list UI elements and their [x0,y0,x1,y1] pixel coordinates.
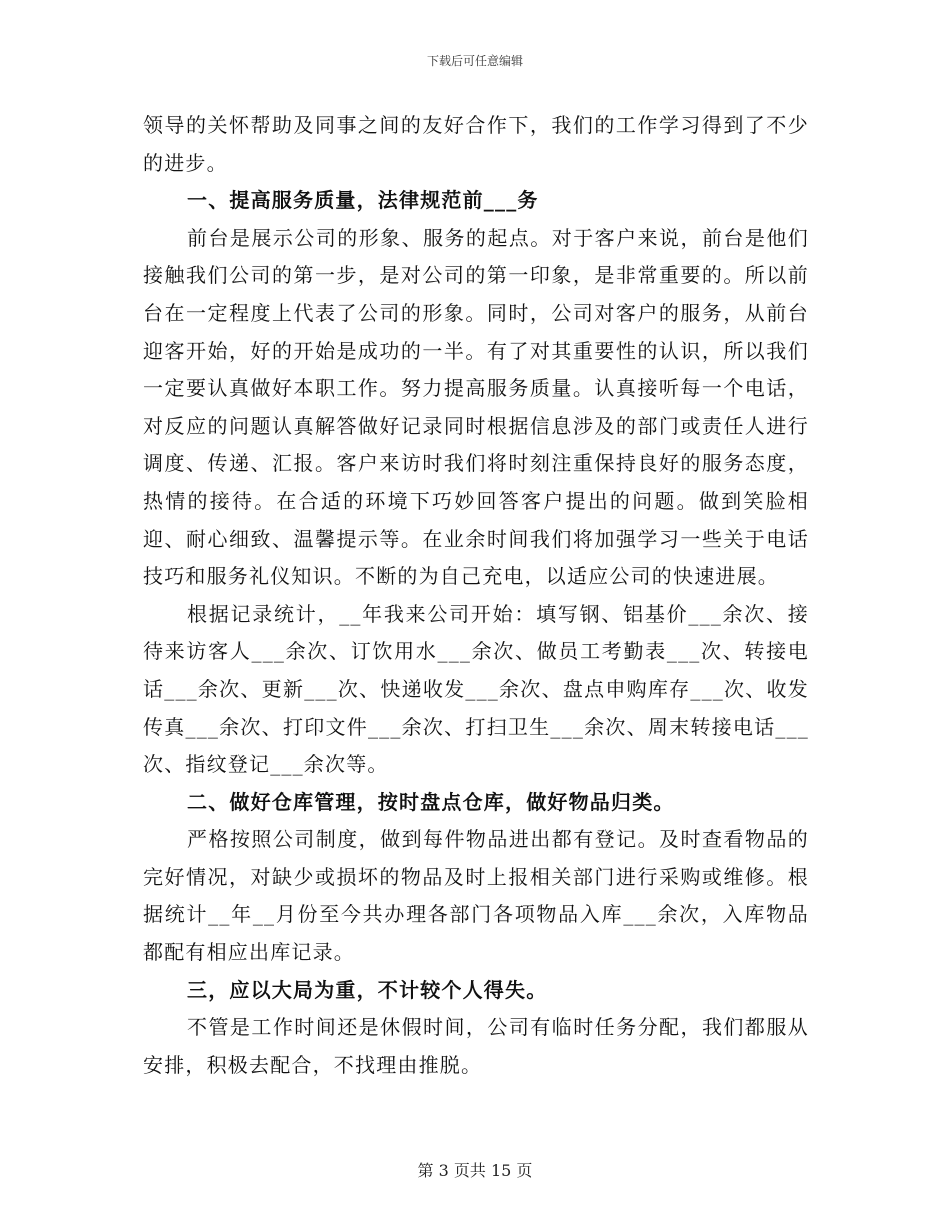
paragraph-front-desk: 前台是展示公司的形象、服务的起点。对于客户来说，前台是他们接触我们公司的第一步，是对公司的第一印象，是非常重要的。所以前台在一定程度上代表了公司的形象。同时，公司对客户的服务，从前台迎客开始，好的开始是成功的一半。有了对其重要性的认识，所以我们一定要认真做好本职工作。努力提高服务质量。认真接听每一个电话，对反应的问题认真解答做好记录同时根据信息涉及的部门或责任人进行调度、传递、汇报。客户来访时我们将时刻注重保持良好的服务态度，热情的接待。在合适的环境下巧妙回答客户提出的问题。做到笑脸相迎、耐心细致、温馨提示等。在业余时间我们将加强学习一些关于电话技巧和服务礼仪知识。不断的为自己充电，以适应公司的快速进展。 [143,225,809,589]
page-number-footer: 第 3 页共 15 页 [417,1161,533,1180]
page-header: 下载后可任意编辑 [426,54,523,68]
section-heading-3: 三，应以大局为重，不计较个人得失。 [187,977,548,1002]
document-body [143,107,809,1084]
paragraph-statistics: 根据记录统计，__年我来公司开始：填写钢、铝基价___余次、接待来访客人___余次、订饮用水___余次、做员工考勤表___次、转接电话___余次、更新___次、快递收发___余次、盘点申购库存___次、收发传真___余次、打印文件___余次、打扫卫生___余次、周末转接电话___次、指纹登记___余次等。 [143,601,809,777]
section-heading-2: 二、做好仓库管理，按时盘点仓库，做好物品归类。 [187,789,675,814]
paragraph-continuation: 领导的关怀帮助及同事之间的友好合作下，我们的工作学习得到了不少的进步。 [143,113,809,175]
paragraph-warehouse: 严格按照公司制度，做到每件物品进出都有登记。及时查看物品的完好情况，对缺少或损坏的物品及时上报相关部门进行采购或维修。根据统计__年__月份至今共办理各部门各项物品入库___余次，入库物品都配有相应出库记录。 [143,827,809,965]
paragraph-teamwork: 不管是工作时间还是休假时间，公司有临时任务分配，我们都服从安排，积极去配合，不找理由推脱。 [143,1015,809,1077]
section-heading-1: 一、提高服务质量，法律规范前___务 [187,188,539,213]
